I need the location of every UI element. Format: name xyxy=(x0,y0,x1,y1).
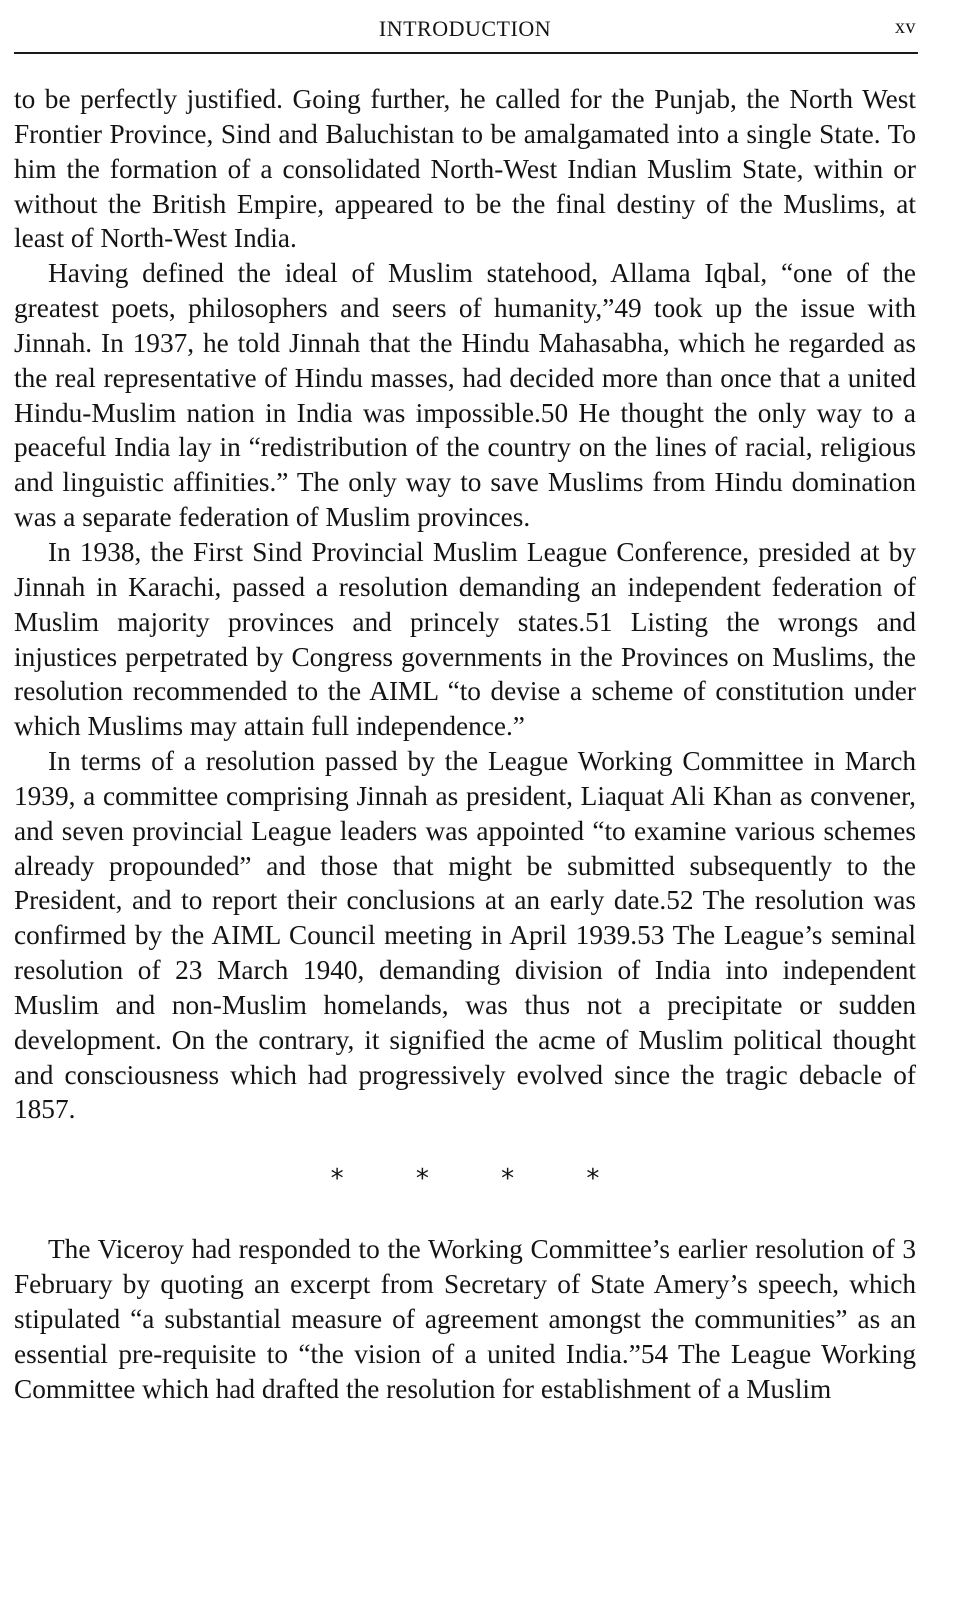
section-break: * * * * xyxy=(330,1164,632,1195)
page-number: xv xyxy=(895,16,916,38)
paragraph-3: In 1938, the First Sind Provincial Muslim League Conference, presided at by Jinnah in Karachi, passed a resolution demanding an independent federation of Muslim majority provinces and princely states.51 Listing the wrongs and injustices perpetrated by Congress governments in the Provinces on Muslims, the resolution recommended to the AIML “to devise a scheme of constitution under which Muslims may attain full independence.” xyxy=(14,536,916,742)
paragraph-2: Having defined the ideal of Muslim statehood, Allama Iqbal, “one of the greatest poets, philosophers and seers of humanity,”49 took up the issue with Jinnah. In 1937, he told Jinnah that the Hindu Mahasabha, which he regarded as the real representative of Hindu masses, had decided more than once that a united Hindu-Muslim nation in India was impossible.50 He thought the only way to a peaceful India lay in “redistribution of the country on the lines of racial, religious and linguistic affinities.” The only way to save Muslims from Hindu domination was a separate federation of Muslim provinces. xyxy=(14,258,916,533)
body-text xyxy=(14,82,916,1407)
header-rule xyxy=(14,52,918,54)
paragraph-4: In terms of a resolution passed by the League Working Committee in March 1939, a committee comprising Jinnah as president, Liaquat Ali Khan as convener, and seven provincial League leaders was appointed “to examine various schemes already propounded” and those that might be submitted subsequently to the President, and to report their conclusions at an early date.52 The resolution was confirmed by the AIML Council meeting in April 1939.53 The League’s seminal resolution of 23 March 1940, demanding division of India into independent Muslim and non-Muslim homelands, was thus not a precipitate or sudden development. On the contrary, it signified the acme of Muslim political thought and consciousness which had progressively evolved since the tragic debacle of 1857. xyxy=(14,746,916,1125)
paragraph-5: The Viceroy had responded to the Working Committee’s earlier resolution of 3 February by quoting an excerpt from Secretary of State Amery’s speech, which stipulated “a substantial measure of agreement amongst the communities” as an essential pre-requisite to “the vision of a united India.”54 The League Working Committee which had drafted the resolution for establishment of a Muslim xyxy=(14,1234,916,1404)
running-title: INTRODUCTION xyxy=(378,16,552,41)
running-head xyxy=(14,14,916,50)
paragraph-1: to be perfectly justified. Going further, he called for the Punjab, the North West Frontier Province, Sind and Baluchistan to be amalgamated into a single State. To him the formation of a consolidated North-West Indian Muslim State, within or without the British Empire, appeared to be the final destiny of the Muslims, at least of North-West India. xyxy=(14,84,916,254)
